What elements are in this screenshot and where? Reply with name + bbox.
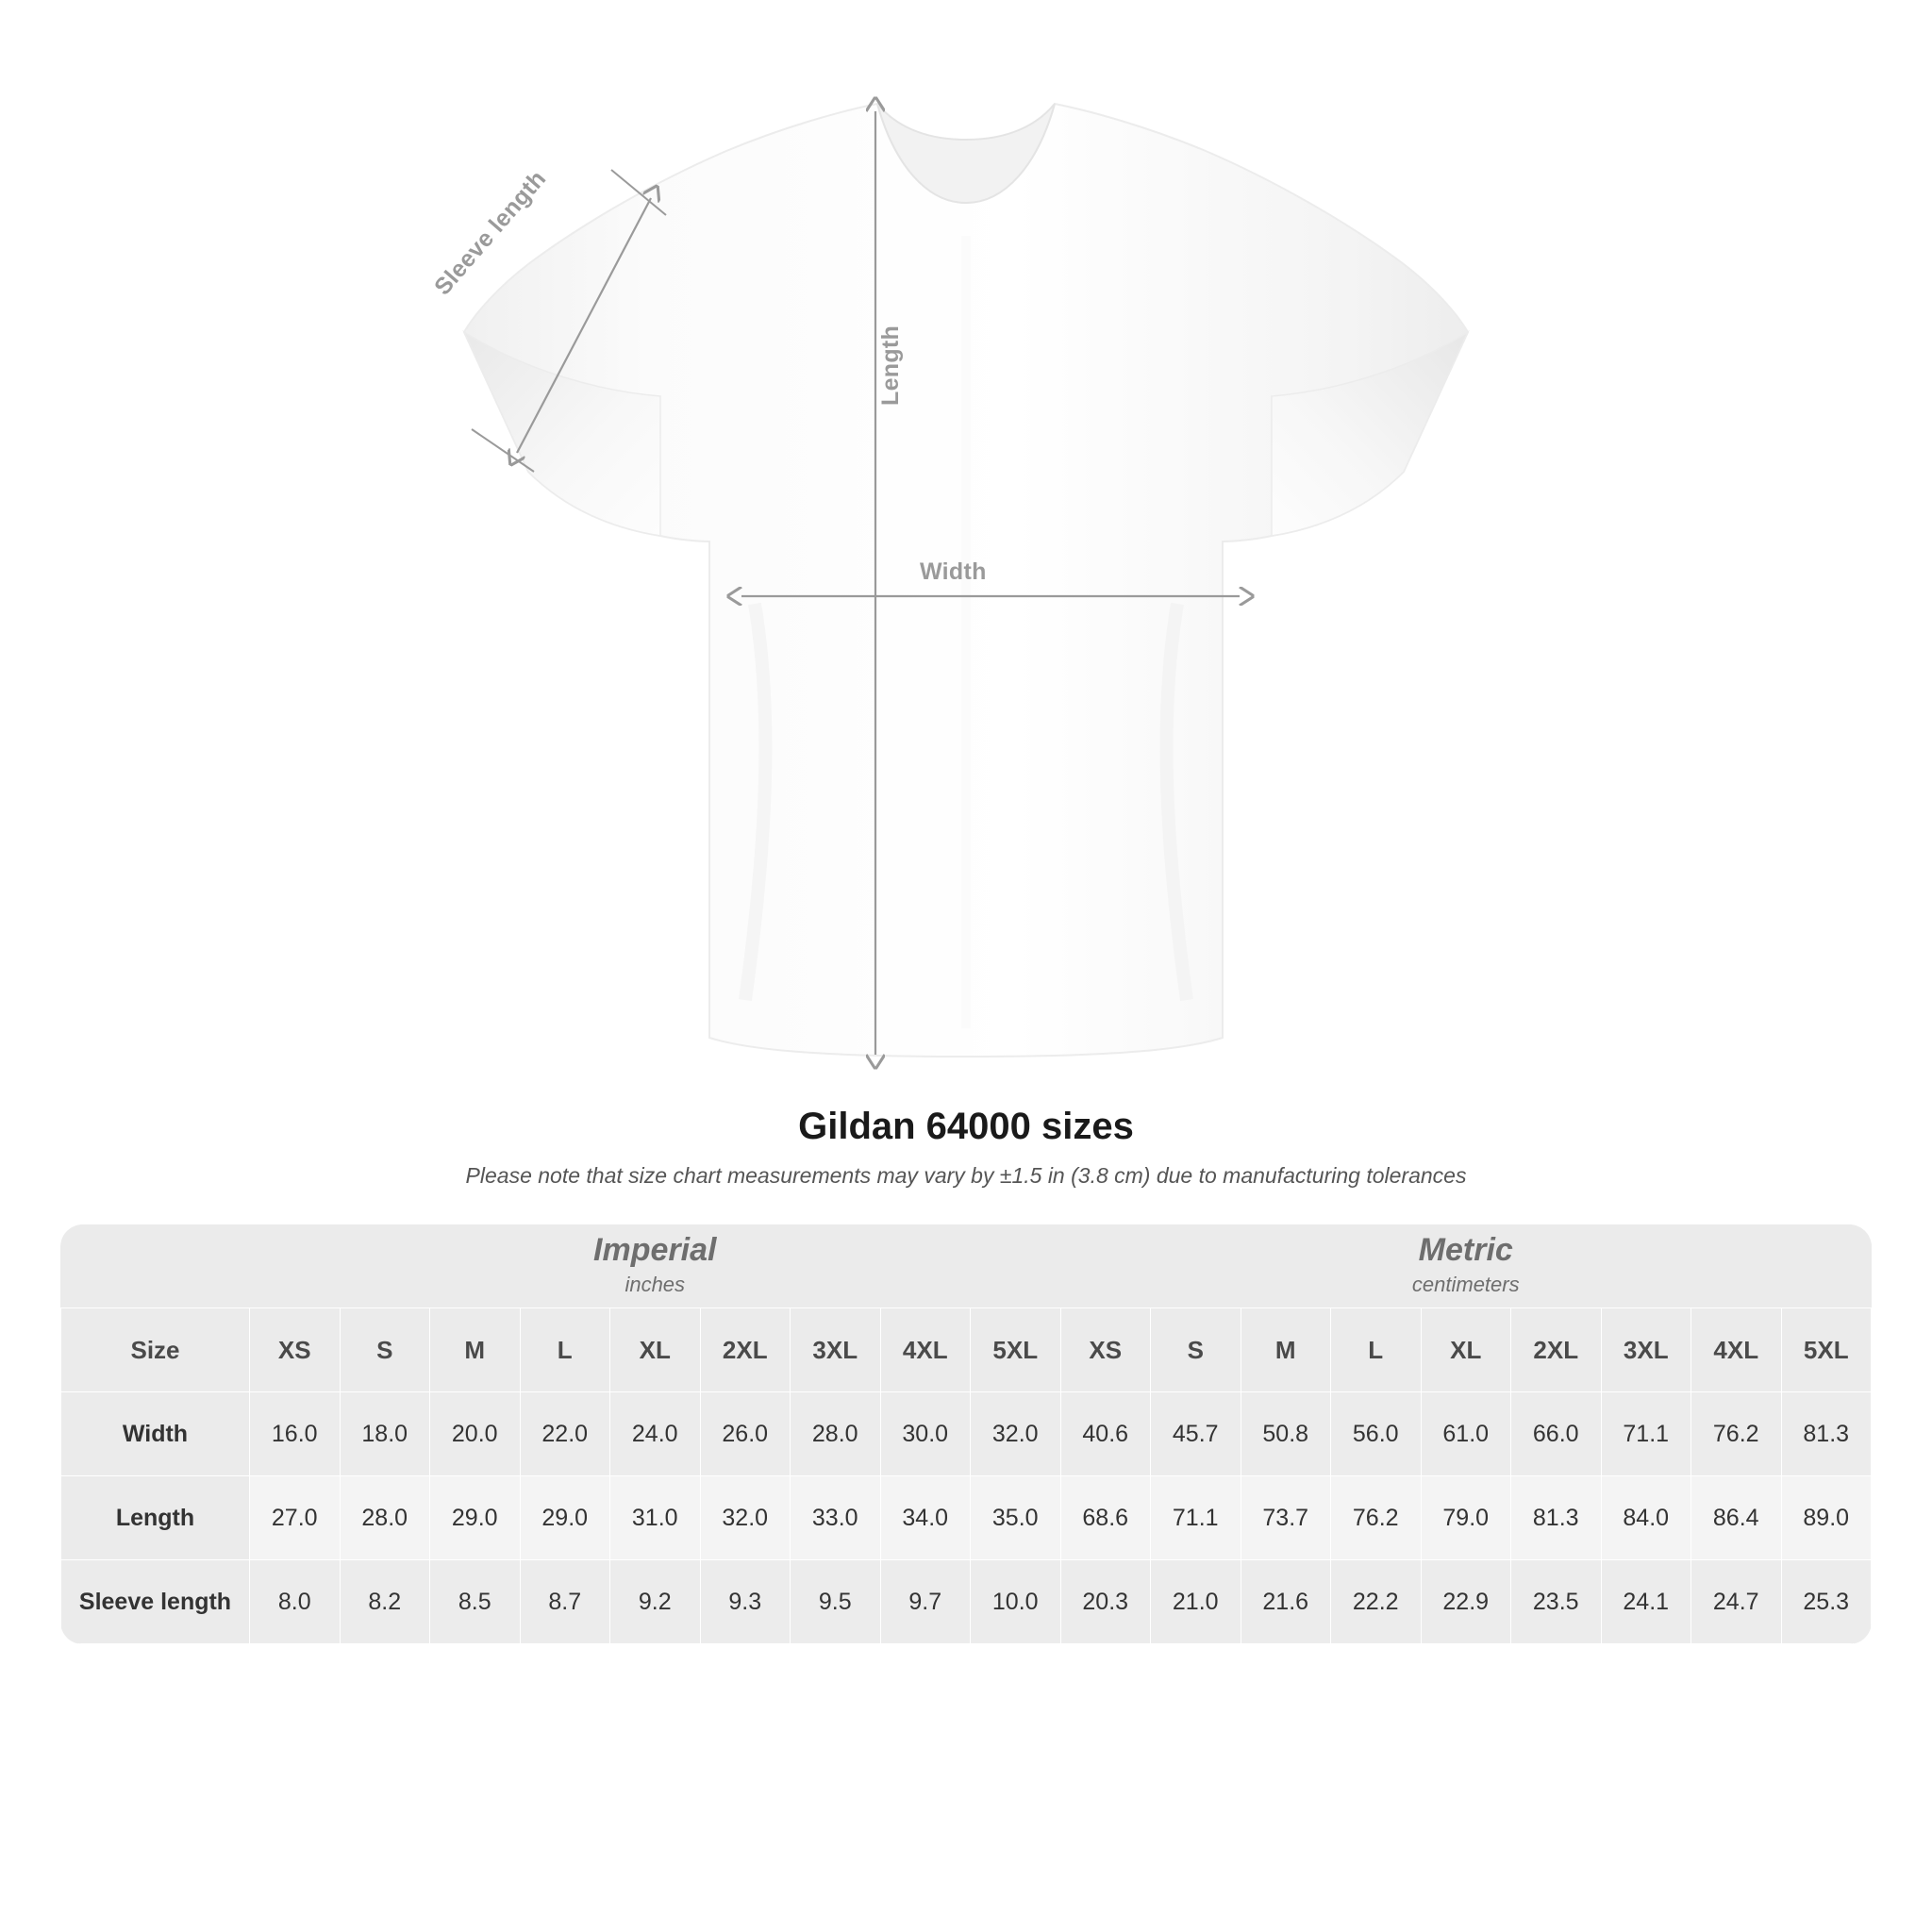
cell-width-5xl-cm: 81.3 [1781, 1392, 1872, 1476]
cell-sleeve-length-5xl-cm: 25.3 [1781, 1560, 1872, 1644]
column-header-imperial-4xl: 4XL [880, 1308, 971, 1392]
sleeve-length-label: Sleeve length [429, 165, 552, 301]
column-header-imperial-xs: XS [250, 1308, 341, 1392]
cell-length-4xl-cm: 86.4 [1691, 1476, 1782, 1560]
column-header-size: Size [61, 1308, 250, 1392]
cell-length-s-cm: 71.1 [1151, 1476, 1241, 1560]
column-header-metric-xl: XL [1421, 1308, 1511, 1392]
page-title: Gildan 64000 sizes [798, 1106, 1134, 1147]
column-header-imperial-3xl: 3XL [791, 1308, 881, 1392]
column-header-imperial-s: S [340, 1308, 430, 1392]
cell-sleeve-length-xl-in: 9.2 [610, 1560, 701, 1644]
width-label: Width [920, 558, 987, 585]
cell-length-2xl-in: 32.0 [700, 1476, 791, 1560]
cell-width-xs-in: 16.0 [250, 1392, 341, 1476]
cell-sleeve-length-xs-cm: 20.3 [1060, 1560, 1151, 1644]
cell-length-xs-cm: 68.6 [1060, 1476, 1151, 1560]
cell-width-xs-cm: 40.6 [1060, 1392, 1151, 1476]
unit-sub-imperial: inches [625, 1273, 686, 1297]
row-header-width: Width [61, 1392, 250, 1476]
column-header-metric-5xl: 5XL [1781, 1308, 1872, 1392]
column-header-metric-4xl: 4XL [1691, 1308, 1782, 1392]
cell-length-s-in: 28.0 [340, 1476, 430, 1560]
cell-length-2xl-cm: 81.3 [1511, 1476, 1602, 1560]
size-table-container [60, 1224, 1872, 1644]
cell-width-l-cm: 56.0 [1331, 1392, 1422, 1476]
column-header-imperial-l: L [520, 1308, 610, 1392]
cell-width-xl-cm: 61.0 [1421, 1392, 1511, 1476]
cell-sleeve-length-s-in: 8.2 [340, 1560, 430, 1644]
unit-name-metric: Metric [1418, 1231, 1513, 1268]
cell-width-3xl-cm: 71.1 [1601, 1392, 1691, 1476]
column-header-imperial-m: M [430, 1308, 521, 1392]
size-table-body [61, 1308, 1872, 1644]
table-row [61, 1308, 1872, 1392]
column-header-metric-3xl: 3XL [1601, 1308, 1691, 1392]
column-header-metric-l: L [1331, 1308, 1422, 1392]
cell-length-l-in: 29.0 [520, 1476, 610, 1560]
cell-width-m-in: 20.0 [430, 1392, 521, 1476]
cell-length-5xl-in: 35.0 [971, 1476, 1061, 1560]
column-header-metric-s: S [1151, 1308, 1241, 1392]
size-table [60, 1224, 1872, 1644]
unit-sub-metric: centimeters [1411, 1273, 1520, 1297]
unit-name-imperial: Imperial [593, 1231, 717, 1268]
cell-length-3xl-cm: 84.0 [1601, 1476, 1691, 1560]
column-header-metric-2xl: 2XL [1511, 1308, 1602, 1392]
cell-sleeve-length-s-cm: 21.0 [1151, 1560, 1241, 1644]
cell-sleeve-length-m-cm: 21.6 [1241, 1560, 1331, 1644]
cell-sleeve-length-4xl-in: 9.7 [880, 1560, 971, 1644]
cell-width-m-cm: 50.8 [1241, 1392, 1331, 1476]
row-header-length: Length [61, 1476, 250, 1560]
cell-sleeve-length-3xl-cm: 24.1 [1601, 1560, 1691, 1644]
cell-width-l-in: 22.0 [520, 1392, 610, 1476]
cell-width-4xl-in: 30.0 [880, 1392, 971, 1476]
cell-width-5xl-in: 32.0 [971, 1392, 1061, 1476]
cell-length-xs-in: 27.0 [250, 1476, 341, 1560]
length-label: Length [877, 325, 904, 406]
cell-sleeve-length-4xl-cm: 24.7 [1691, 1560, 1782, 1644]
cell-sleeve-length-2xl-cm: 23.5 [1511, 1560, 1602, 1644]
column-header-metric-xs: XS [1060, 1308, 1151, 1392]
unit-group-metric [1060, 1224, 1872, 1308]
cell-width-2xl-in: 26.0 [700, 1392, 791, 1476]
tolerance-note: Please note that size chart measurements may vary by ±1.5 in (3.8 cm) due to manufacturing tolerances [465, 1163, 1467, 1188]
column-header-metric-m: M [1241, 1308, 1331, 1392]
cell-width-2xl-cm: 66.0 [1511, 1392, 1602, 1476]
cell-width-3xl-in: 28.0 [791, 1392, 881, 1476]
cell-width-xl-in: 24.0 [610, 1392, 701, 1476]
cell-sleeve-length-l-cm: 22.2 [1331, 1560, 1422, 1644]
size-chart-header [0, 1106, 1932, 1189]
cell-sleeve-length-l-in: 8.7 [520, 1560, 610, 1644]
table-row [61, 1392, 1872, 1476]
column-header-imperial-5xl: 5XL [971, 1308, 1061, 1392]
cell-length-m-cm: 73.7 [1241, 1476, 1331, 1560]
cell-sleeve-length-m-in: 8.5 [430, 1560, 521, 1644]
column-header-imperial-2xl: 2XL [700, 1308, 791, 1392]
cell-length-3xl-in: 33.0 [791, 1476, 881, 1560]
table-corner [61, 1224, 250, 1308]
cell-length-xl-in: 31.0 [610, 1476, 701, 1560]
cell-width-s-cm: 45.7 [1151, 1392, 1241, 1476]
table-row [61, 1560, 1872, 1644]
column-header-imperial-xl: XL [610, 1308, 701, 1392]
cell-width-s-in: 18.0 [340, 1392, 430, 1476]
cell-sleeve-length-xs-in: 8.0 [250, 1560, 341, 1644]
cell-sleeve-length-xl-cm: 22.9 [1421, 1560, 1511, 1644]
row-header-sleeve-length: Sleeve length [61, 1560, 250, 1644]
cell-sleeve-length-5xl-in: 10.0 [971, 1560, 1061, 1644]
unit-header-row [61, 1224, 1872, 1308]
cell-length-l-cm: 76.2 [1331, 1476, 1422, 1560]
cell-length-5xl-cm: 89.0 [1781, 1476, 1872, 1560]
cell-length-xl-cm: 79.0 [1421, 1476, 1511, 1560]
cell-width-4xl-cm: 76.2 [1691, 1392, 1782, 1476]
cell-sleeve-length-3xl-in: 9.5 [791, 1560, 881, 1644]
table-row [61, 1476, 1872, 1560]
cell-sleeve-length-2xl-in: 9.3 [700, 1560, 791, 1644]
cell-length-4xl-in: 34.0 [880, 1476, 971, 1560]
unit-group-imperial [250, 1224, 1061, 1308]
cell-length-m-in: 29.0 [430, 1476, 521, 1560]
